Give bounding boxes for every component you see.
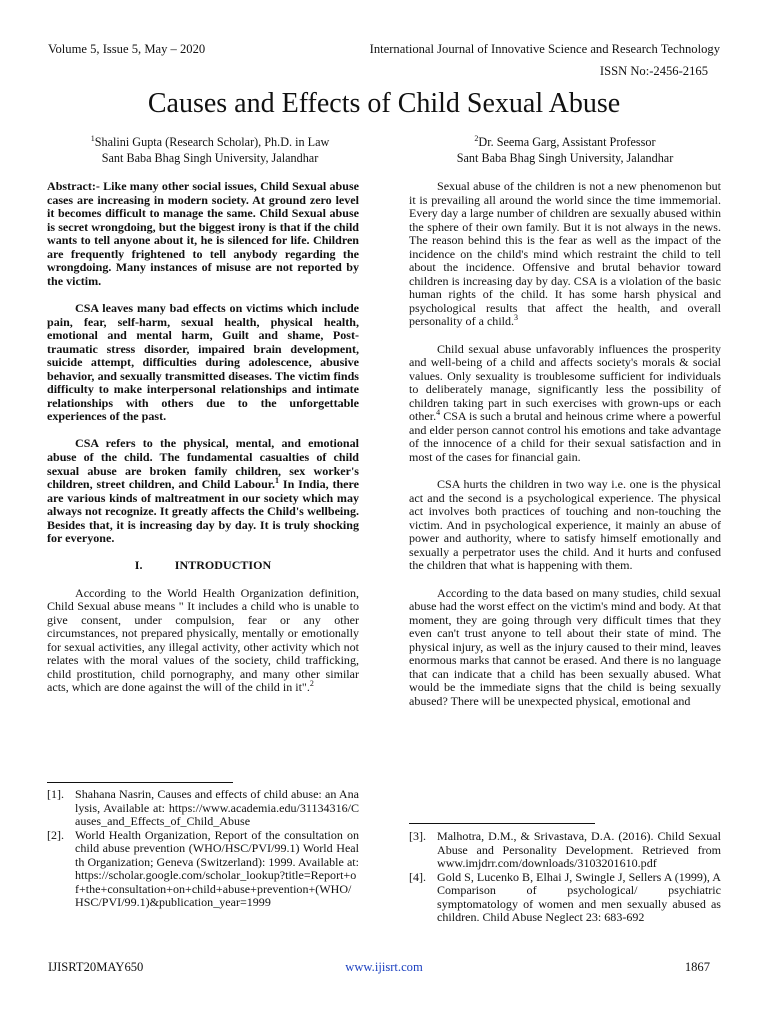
section-heading (47, 559, 359, 573)
section-title: INTRODUCTION (174, 558, 272, 573)
footnote-rule-right (409, 823, 595, 824)
footnote-2 (47, 829, 359, 910)
left-paragraph-3-part-b: In India, there are various kinds of maltreatment in our society which may always not recognize. It greatly affects the Child's wellbeing. Besides that, it is increasing day by day. It is truly shocking for everyone. (47, 477, 359, 546)
left-paragraph-4 (47, 587, 359, 695)
footnote-ref-3: 3 (514, 313, 519, 323)
right-paragraph-2-part-b: CSA is such a brutal and heinous crime where a powerful and elder person cannot control his emotions and take advantage of the innocence of a child for their sexual satisfaction and in most of the cases for financial gain. (409, 409, 721, 464)
right-footnotes (409, 823, 721, 925)
footnote-1 (47, 788, 359, 829)
author-1 (60, 134, 360, 166)
footnote-list (47, 788, 359, 910)
footnote-3-text: Malhotra, D.M., & Srivastava, D.A. (2016). Child Sexual Abuse and Personality Development. Retrieved from www.imjdrr.com/downloads/3103201610.pdf (437, 829, 721, 871)
section-number: I. (134, 558, 143, 573)
author-2-sup: 2 (474, 133, 479, 143)
footnote-list-right (409, 830, 721, 925)
right-paragraph-1 (409, 180, 721, 329)
footnote-3-label: [3]. (409, 829, 427, 843)
footnote-rule (47, 782, 233, 783)
footer-paper-id: IJISRT20MAY650 (48, 960, 144, 974)
right-paragraph-3: CSA hurts the children in two way i.e. one is the physical act and the second is a psychological experience. The physical act involves both practices of touching and non-touching the victim. And in psychological experience, it mainly an abuse of power and authority, where to satisfy himself emotionally and sexually a perpetrator uses the child. And it hurts and confused the children that what is happening with them. (409, 477, 721, 573)
footnote-1-label: [1]. (47, 787, 65, 801)
left-paragraph-3-part-a: CSA refers to the physical, mental, and emotional abuse of the child. The fundamental casualties of child sexual abuse are broken family children, sex worker's children, street children, and Child Labour. (47, 436, 359, 492)
right-column (409, 180, 721, 722)
footnote-2-label: [2]. (47, 827, 65, 842)
author-2-name: Dr. Seema Garg, Assistant Professor (478, 135, 656, 149)
left-paragraph-2: CSA leaves many bad effects on victims which include pain, fear, self-harm, sexual health, physical health, emotional and mental harm, Guilt and shame, Post-traumatic stress disorder, impaired brain development, suicide attempt, difficulties during adolescence, abusive behavior, and sexually transmitted diseases. The victim finds difficulty to make interpersonal relationships and intimate relationships with others due to the unforgettable experiences of the past. (47, 300, 359, 424)
header-issn: ISSN No:-2456-2165 (599, 64, 708, 78)
header-journal: International Journal of Innovative Science and Research Technology (369, 42, 720, 56)
author-2 (410, 134, 720, 166)
author-1-name: Shalini Gupta (Research Scholar), Ph.D. in Law (94, 135, 330, 149)
footnote-ref-4: 4 (436, 408, 441, 418)
paper-title: Causes and Effects of Child Sexual Abuse (147, 88, 621, 119)
abstract: Abstract:- Like many other social issues, Child Sexual abuse cases are increasing in modern society. At ground zero level it becomes difficult to manage the same. Child Sexual abuse is secret wrongdoing, but the biggest irony is that if the child wants to tell anyone about it, he is silenced for life. Children are frequently frightened to tell anybody regarding the wrongdoing. Many instances of misuse are not reported by the victim. (47, 179, 359, 288)
author-2-affiliation: Sant Baba Bhag Singh University, Jalandhar (456, 151, 674, 165)
left-paragraph-3 (47, 437, 359, 545)
footnote-ref-1: 1 (275, 476, 280, 486)
footer-page-number: 1867 (684, 960, 710, 974)
right-paragraph-2-part-a: Child sexual abuse unfavorably influences the prosperity and well-being of a child and affects society's morals & social values. Only sexuality is troublesome sufficient for individuals to deliberately manage, significantly less the possibility of children taking part in such exercises with grown-ups or each other. (409, 341, 721, 424)
header-volume: Volume 5, Issue 5, May – 2020 (48, 42, 206, 56)
footnote-3 (409, 830, 721, 871)
left-footnotes (47, 782, 359, 910)
footer-link[interactable]: www.ijisrt.com (345, 960, 423, 974)
footnote-2-text: World Health Organization, Report of the consultation on child abuse prevention (WHO/HSC/PVI/99.1) World Health Organization; Geneva (Switzerland): 1999. Available at: https://scholar.google.com/scholar_lookup?title=Report+of+the+consultation+on+child+abuse+prevention+(WHO/HSC/PVI/99.1)&publication_year=1999 (75, 827, 359, 910)
right-paragraph-4: According to the data based on many studies, child sexual abuse had the worst effect on the victim's mind and body. At that moment, they are going through very difficult times that they even can't trust anyone to tell about their state of mind. The physical injury, as well as the injury caused to their mind, leaves enormous marks that cannot be erased. And there is no language that can indicate that a child has been sexually abused. What would be the immediate signs that the child is being sexually abused? There will be unexpected physical, emotional and (409, 585, 721, 708)
author-1-sup: 1 (90, 133, 95, 143)
footnote-4 (409, 871, 721, 925)
footnote-1-text: Shahana Nasrin, Causes and effects of child abuse: an Analysis, Available at: https://www.academia.edu/31134316/Causes_and_Effects_of_Child_Abuse (75, 787, 359, 829)
footnote-4-label: [4]. (409, 869, 427, 884)
footnote-4-text: Gold S, Lucenko B, Elhai J, Swingle J, Sellers A (1999), A Comparison of psychological/ psychiatric symptomatology of women and men sexually abused as children. Child Abuse Neglect 23: 683-692 (437, 869, 721, 925)
right-paragraph-2 (409, 343, 721, 465)
left-paragraph-4-text: According to the World Health Organization definition, Child Sexual abuse means " It includes a child who is unable to give consent, under compulsion, fear or any other circumstances, not prepared physically, mentally or emotionally for sexual activities, any illegal activity, other activity which not relates with the moral values of the society, child trafficking, child prostitution, child pornography, and many other similar acts, which are done against the will of the child in it". (47, 585, 359, 695)
author-1-affiliation: Sant Baba Bhag Singh University, Jalandhar (101, 151, 319, 165)
right-paragraph-1-text: Sexual abuse of the children is not a new phenomenon but it is prevailing all around the world since the time immemorial. Every day a large number of children are sexually abused within the sphere of their own family. But it is not always in the news. The reason behind this is the fear as well as the impact of the incidence on the child's mind which restraint the child to tell about the incidence. Offensive and brutal behavior toward children is increasing day by day. CSA is a violation of the basic human rights of the child. It has some harsh physical and psychological results that affect the health, and overall personality of a child. (409, 179, 721, 329)
left-column (47, 180, 359, 709)
footnote-ref-2: 2 (309, 679, 314, 689)
